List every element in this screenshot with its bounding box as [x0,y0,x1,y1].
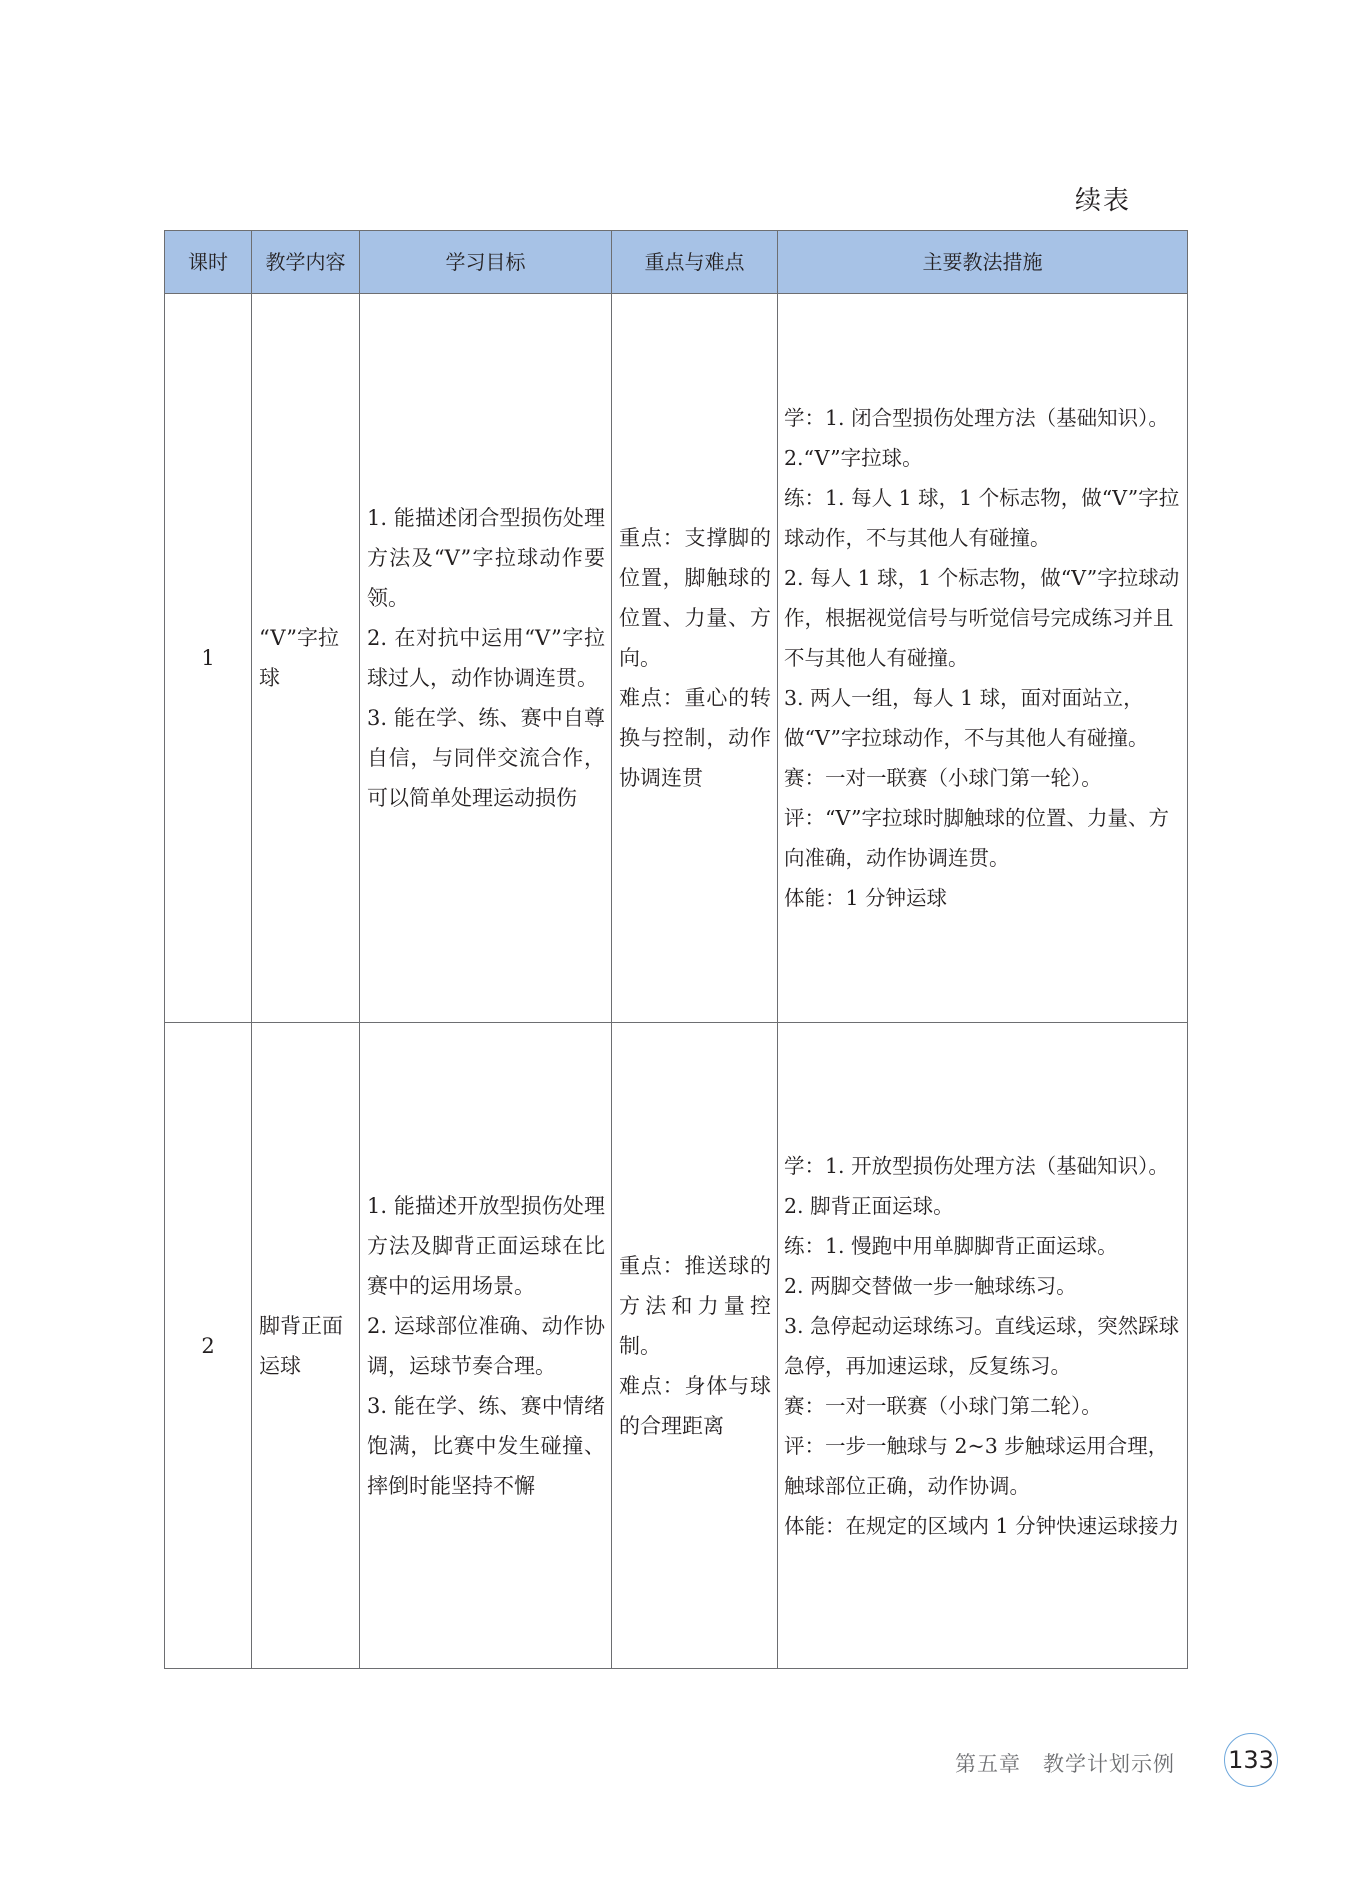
method-item: 2. 每人 1 球，1 个标志物，做“V”字拉球动作，根据视觉信号与听觉信号完成练习并且不与其他人有碰撞。 [784,566,1180,670]
key-point-item: 重点：支撑脚的位置，脚触球的位置、力量、方向。 [619,526,771,670]
method-item: 2. 两脚交替做一步一触球练习。 [784,1273,1077,1298]
goal-item: 1. 能描述开放型损伤处理方法及脚背正面运球在比赛中的运用场景。 [367,1193,605,1298]
lesson-content [252,1023,360,1669]
method-item: 体能：在规定的区域内 1 分钟快速运球接力 [784,1513,1180,1538]
method-item: 3. 两人一组，每人 1 球，面对面站立，做“V”字拉球动作，不与其他人有碰撞。 [784,686,1149,750]
goal-item: 3. 能在学、练、赛中自尊自信，与同伴交流合作，可以简单处理运动损伤 [367,706,605,810]
teaching-methods [778,294,1188,1023]
learning-goals [360,294,612,1023]
table-row [165,294,1188,1023]
goal-item: 2. 在对抗中运用“V”字拉球过人，动作协调连贯。 [367,626,605,690]
method-item: 赛：一对一联赛（小球门第一轮）。 [784,766,1102,790]
lesson-number [165,1023,252,1669]
method-item: 学：1. 闭合型损伤处理方法（基础知识）。 [784,406,1169,430]
method-item: 练：1. 每人 1 球，1 个标志物，做“V”字拉球动作，不与其他人有碰撞。 [784,486,1180,550]
goal-item: 3. 能在学、练、赛中情绪饱满，比赛中发生碰撞、摔倒时能坚持不懈 [367,1393,605,1498]
header-lesson: 课时 [165,231,252,294]
learning-goals [360,1023,612,1669]
lesson-content-text: “V”字拉球 [259,626,339,690]
key-points [612,294,778,1023]
method-item: 评：“V”字拉球时脚触球的位置、力量、方向准确，动作协调连贯。 [784,806,1170,870]
teaching-plan-table [164,230,1188,1669]
chapter-footer: 第五章 教学计划示例 [955,1752,1175,1776]
method-item: 学：1. 开放型损伤处理方法（基础知识）。 [784,1153,1169,1178]
method-item: 练：1. 慢跑中用单脚脚背正面运球。 [784,1233,1118,1258]
key-point-item: 难点：身体与球的合理距离 [619,1373,771,1438]
lesson-number-text: 1 [201,646,215,670]
method-item: 赛：一对一联赛（小球门第二轮）。 [784,1393,1102,1418]
table-row [165,1023,1188,1669]
goal-item: 1. 能描述闭合型损伤处理方法及“V”字拉球动作要领。 [367,506,605,610]
header-content: 教学内容 [252,231,360,294]
method-item: 2.“V”字拉球。 [784,446,923,470]
method-item: 体能：1 分钟运球 [784,886,948,910]
table-header-row [165,231,1188,294]
method-item: 2. 脚背正面运球。 [784,1193,954,1218]
goal-item: 2. 运球部位准确、动作协调，运球节奏合理。 [367,1313,605,1378]
lesson-number [165,294,252,1023]
teaching-methods [778,1023,1188,1669]
lesson-number-text: 2 [201,1333,215,1358]
lesson-content-text: 脚背正面运球 [259,1313,343,1378]
continued-label: 续表 [1075,186,1132,216]
key-point-item: 难点：重心的转换与控制，动作协调连贯 [619,686,771,790]
method-item: 3. 急停起动运球练习。直线运球，突然踩球急停，再加速运球，反复练习。 [784,1313,1180,1378]
page-number: 133 [1224,1733,1278,1787]
header-methods: 主要教法措施 [778,231,1188,294]
method-item: 评：一步一触球与 2~3 步触球运用合理，触球部位正确，动作协调。 [784,1433,1169,1498]
header-goals: 学习目标 [360,231,612,294]
header-key-points: 重点与难点 [612,231,778,294]
lesson-content [252,294,360,1023]
key-point-item: 重点：推送球的方法和力量控制。 [619,1253,771,1358]
key-points [612,1023,778,1669]
